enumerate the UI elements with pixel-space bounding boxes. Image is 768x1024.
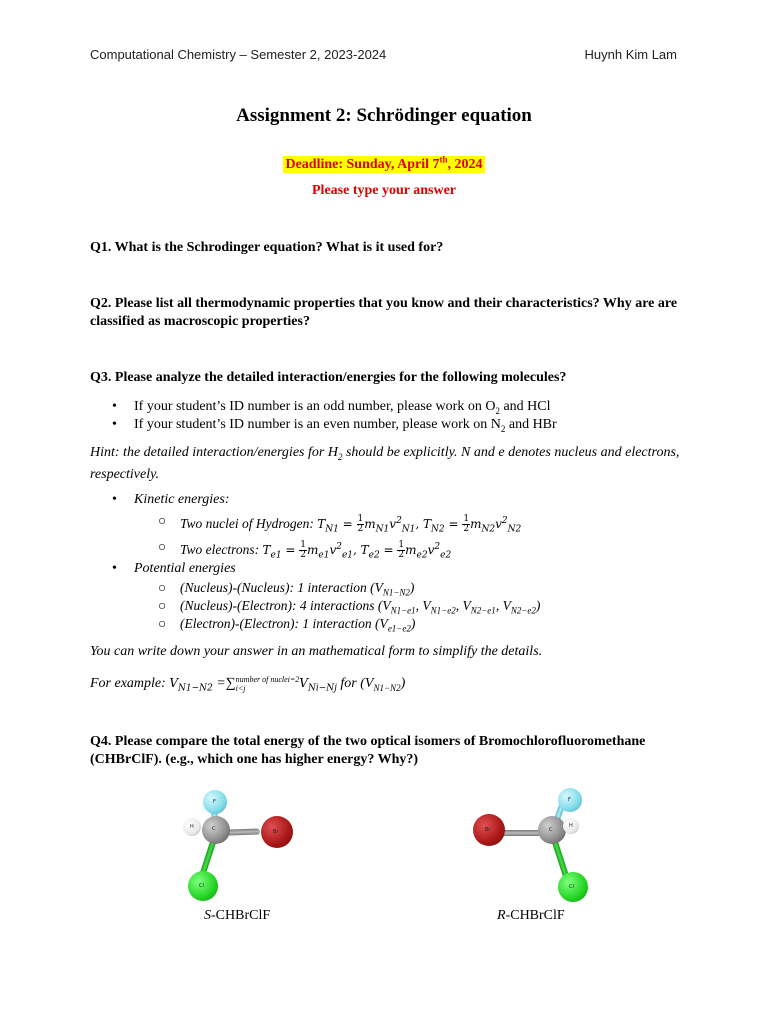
question-4: Q4. Please compare the total energy of the two optical isomers of Bromochlorofluoromethane (CHBrClF). (e.g., which one has higher energy? Why?) xyxy=(90,734,646,767)
caption-r: R-CHBrClF xyxy=(497,908,565,923)
molecule-s-image: C Br Cl F H xyxy=(178,780,298,905)
molecule-r-image: C Br Cl F H xyxy=(470,780,595,905)
carbon-atom xyxy=(202,816,230,844)
header-author: Huynh Kim Lam xyxy=(584,47,677,62)
deadline: Deadline: Sunday, April 7th, 2024 xyxy=(285,154,483,172)
write-note: You can write down your answer in an mathematical form to simplify the details. xyxy=(90,644,543,659)
question-3: Q3. Please analyze the detailed interaction/energies for the following molecules? xyxy=(90,370,567,385)
hint: Hint: the detailed interaction/energies for $H_2$ should be explicitly. N and e denotes nucleus and electrons, respectively. xyxy=(90,445,680,482)
instruction: Please type your answer xyxy=(312,183,456,198)
question-2: Q2. Please list all thermodynamic properties that you know and their characteristics? Why are are classified as macroscopic properties? xyxy=(90,296,678,329)
header-course: Computational Chemistry – Semester 2, 2023-2024 xyxy=(90,47,387,62)
caption-s: S-CHBrClF xyxy=(204,908,271,923)
question-1: Q1. What is the Schrodinger equation? What is it used for? xyxy=(90,240,444,255)
example: For example: $V_{N1-N2}$ =∑ number of nuclei=2 i<j $V_{Ni-Nj}$ for $(V_{N1-N2})$ xyxy=(90,674,406,694)
page-title: Assignment 2: Schrödinger equation xyxy=(236,105,532,126)
